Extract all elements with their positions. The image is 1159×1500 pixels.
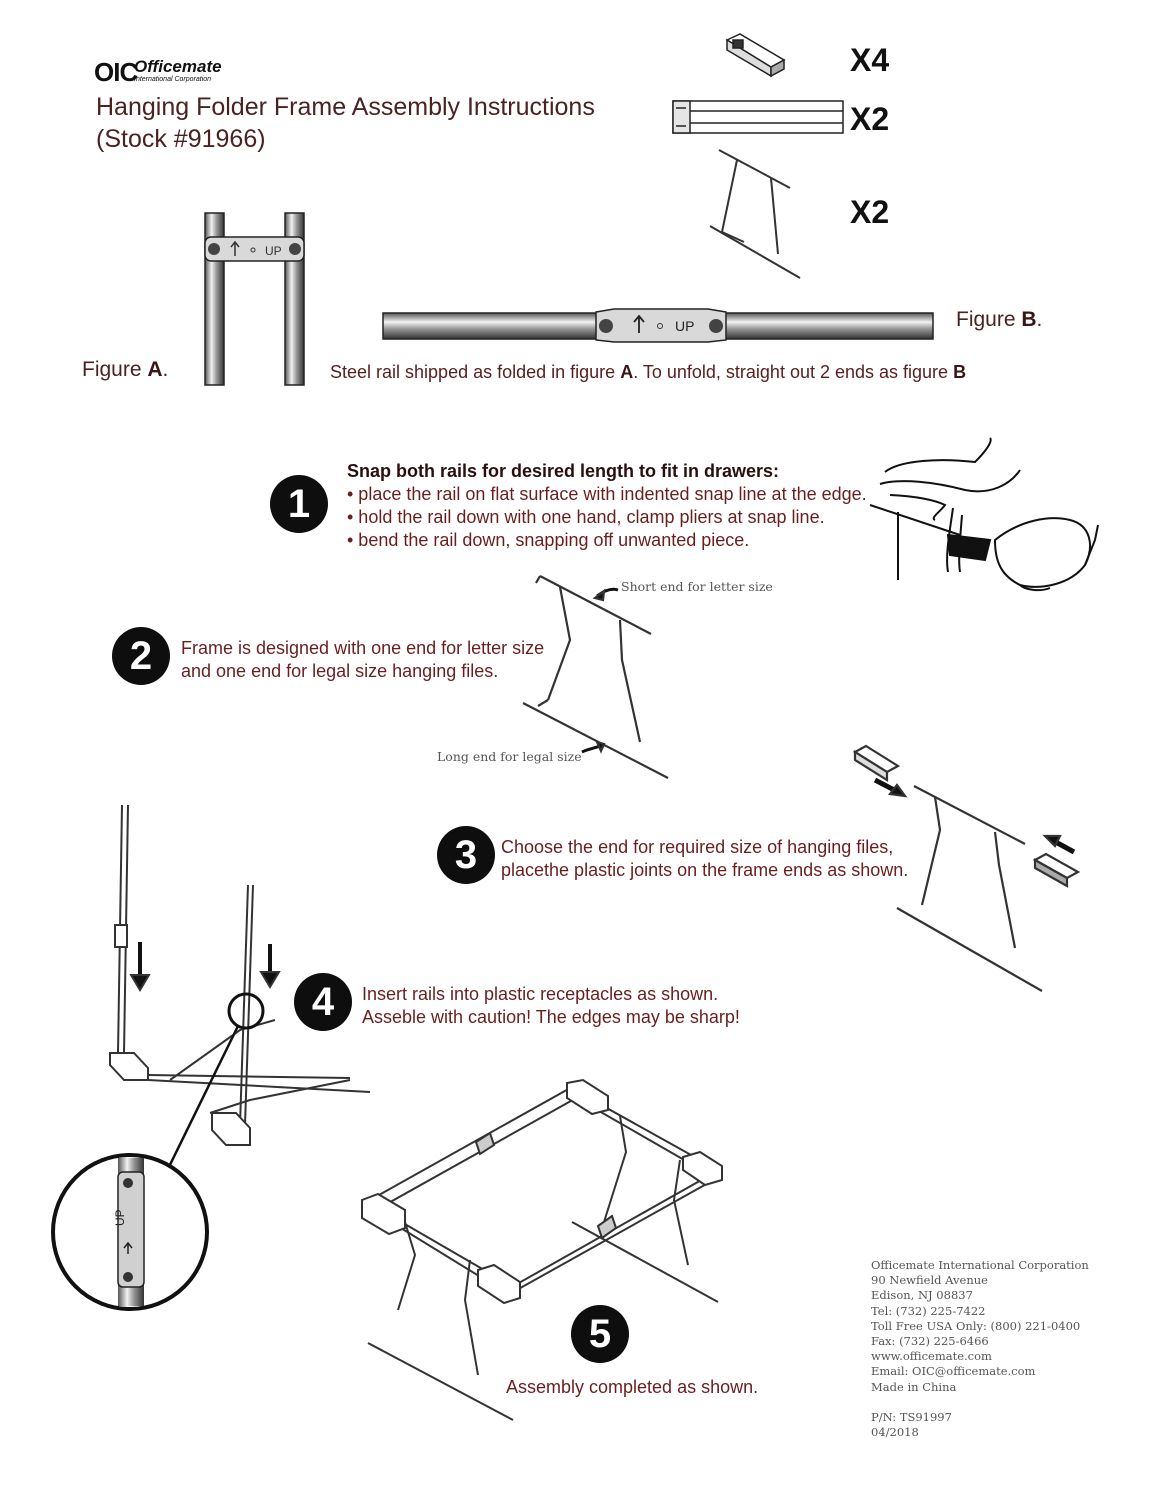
figure-b-dot: . <box>1036 308 1043 331</box>
frame-illustration <box>523 576 668 778</box>
zoom-detail <box>53 1155 207 1309</box>
step-2-text <box>181 637 544 683</box>
contact-email: Email: OIC@officemate.com <box>871 1364 1036 1379</box>
contact-fax: Fax: (732) 225-6466 <box>871 1334 989 1349</box>
qty-wire-frame: X2 <box>850 194 890 230</box>
contact-website: www.officemate.com <box>871 1349 992 1364</box>
step-2-line-2: and one end for legal size hanging files. <box>181 661 499 681</box>
step-3-line-2: placethe plastic joints on the frame ends as shown. <box>501 860 909 880</box>
contact-origin: Made in China <box>871 1379 957 1394</box>
contact-tel: Tel: (732) 225-7422 <box>871 1303 986 1318</box>
step-3-badge: 3 <box>437 826 495 884</box>
contact-city: Edison, NJ 08837 <box>871 1288 973 1303</box>
page-subtitle: (Stock #91966) <box>96 125 266 153</box>
brand-logo <box>94 57 137 88</box>
steel-rail-icon <box>673 101 843 133</box>
brand-tagline: International Corporation <box>134 76 212 83</box>
contact-street: 90 Newfield Avenue <box>871 1273 988 1288</box>
step-3-text <box>501 836 908 882</box>
svg-text:UP: UP <box>675 318 695 334</box>
print-date: 04/2018 <box>871 1425 919 1440</box>
step-2-line-1: Frame is designed with one end for letter size <box>181 638 545 658</box>
contact-company: Officemate International Corporation <box>871 1258 1089 1272</box>
step-1-heading: Snap both rails for desired length to fit in drawers: <box>347 461 780 481</box>
short-end-note: Short end for letter size <box>621 579 773 594</box>
page-title: Hanging Folder Frame Assembly Instructions <box>96 93 595 121</box>
figure-a-label-text: Figure <box>82 358 148 381</box>
step-1-text <box>347 460 867 552</box>
figure-caption <box>330 362 966 383</box>
snap-rail-illustration <box>870 438 1098 590</box>
caption-part1: Steel rail shipped as folded in figure <box>330 362 621 382</box>
brand-mark: OIC <box>94 57 138 87</box>
figure-a-drawing <box>205 213 304 385</box>
contact-tollfree: Toll Free USA Only: (800) 221-0400 <box>871 1318 1081 1333</box>
step-4-line-1: Insert rails into plastic receptacles as shown. <box>362 984 719 1004</box>
figure-a-label <box>82 358 168 382</box>
step-5-line-1: Assembly completed as shown. <box>506 1377 759 1397</box>
svg-text:UP: UP <box>265 244 282 258</box>
step-3-line-1: Choose the end for required size of hanging files, <box>501 837 894 857</box>
plastic-joint-icon <box>727 34 784 76</box>
step-4-badge: 4 <box>294 973 352 1031</box>
figure-a-letter: A <box>147 358 163 381</box>
part-number: P/N: TS91997 <box>871 1409 952 1424</box>
figure-b-letter: B <box>1021 308 1037 331</box>
qty-plastic-joint: X4 <box>850 42 890 78</box>
step-5-text <box>506 1376 758 1399</box>
step-2-badge: 2 <box>112 627 170 685</box>
step-4-line-2: Asseble with caution! The edges may be sharp! <box>362 1007 740 1027</box>
figure-b-drawing <box>383 309 933 342</box>
qty-steel-rail: X2 <box>850 101 890 137</box>
wire-frame-icon <box>710 150 800 278</box>
step-1-badge: 1 <box>270 475 328 533</box>
contact-block <box>871 1258 1089 1440</box>
figure-b-label <box>956 308 1042 332</box>
step-1-line-2: • hold the rail down with one hand, clamp pliers at snap line. <box>347 507 825 527</box>
step-4-text <box>362 983 740 1029</box>
step-5-badge: 5 <box>571 1305 629 1363</box>
figure-b-label-text: Figure <box>956 308 1022 331</box>
brand-name: Officemate <box>134 57 222 76</box>
caption-b: B <box>953 362 967 382</box>
caption-a: A <box>620 362 634 382</box>
completed-assembly-illustration <box>362 1080 722 1420</box>
step-1-line-1: • place the rail on flat surface with indented snap line at the edge. <box>347 484 867 504</box>
caption-part2: . To unfold, straight out 2 ends as figure <box>633 362 954 382</box>
long-end-note: Long end for legal size <box>437 749 582 764</box>
figure-a-dot: . <box>162 358 169 381</box>
svg-text:UP: UP <box>113 1209 127 1226</box>
step-1-line-3: • bend the rail down, snapping off unwanted piece. <box>347 530 750 550</box>
